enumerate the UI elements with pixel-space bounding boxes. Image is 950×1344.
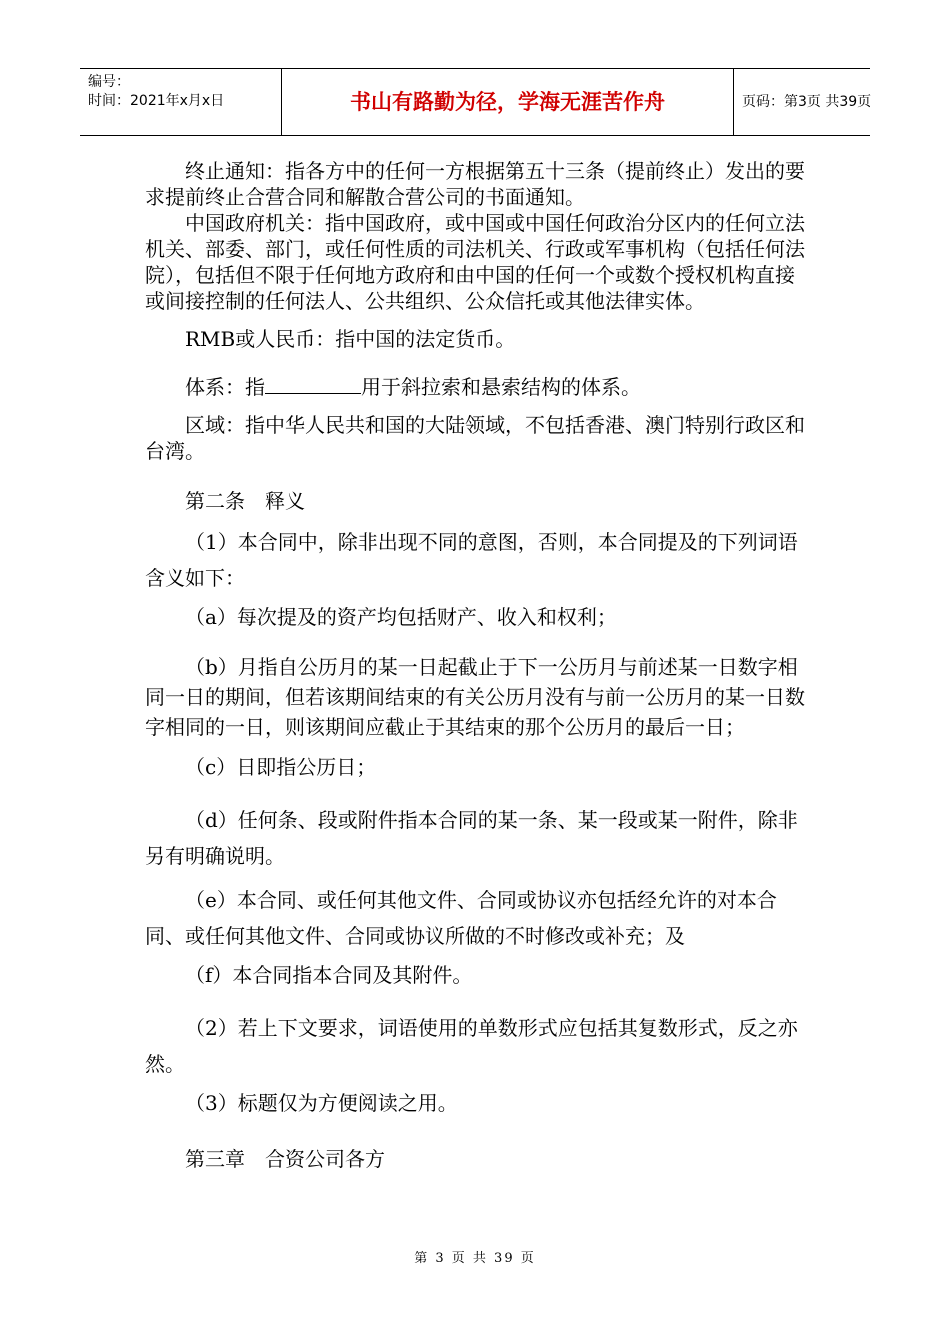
system-text-before: 体系：指 [185,375,265,399]
paragraph-item-d: （d）任何条、段或附件指本合同的某一条、某一段或某一附件，除非另有明确说明。 [145,808,798,868]
document-date-label: 时间：2021年x月x日 [88,93,225,109]
paragraph-system [145,374,807,400]
article-2-heading: 第二条 释义 [185,489,305,513]
paragraph-government-authority: 中国政府机关：指中国政府，或中国或中国任何政治分区内的任何立法机关、部委、部门，或任何性质的司法机关、行政或军事机构（包括任何法院），包括但不限于任何地方政府和由中国的任何一个或数个授权机构直接或间接控制的任何法人、公共组织、公众信托或其他法律实体。 [145,211,805,313]
paragraph-plural-rule: （2）若上下文要求，词语使用的单数形式应包括其复数形式，反之亦然。 [145,1016,798,1076]
paragraph-item-b: （b）月指自公历月的某一日起截止于下一公历月与前述某一日数字相同一日的期间，但若该期间结束的有关公历月没有与前一公历月的某一日数字相同的一日，则该期间应截止于其结束的那个公历月的最后一日； [145,655,805,739]
paragraph-item-f: （f）本合同指本合同及其附件。 [185,963,473,987]
paragraph-interpretation-intro: （1）本合同中，除非出现不同的意图，否则，本合同提及的下列词语含义如下： [145,530,798,590]
paragraph-termination-notice: 终止通知：指各方中的任何一方根据第五十三条（提前终止）发出的要求提前终止合营合同和解散合营公司的书面通知。 [145,159,805,209]
system-text-after: 用于斜拉索和悬索结构的体系。 [361,375,641,399]
system-blank-line [265,375,361,394]
paragraph-headings-rule: （3）标题仅为方便阅读之用。 [185,1091,458,1115]
paragraph-item-e: （e）本合同、或任何其他文件、合同或协议亦包括经允许的对本合同、或任何其他文件、合同或协议所做的不时修改或补充；及 [145,888,777,948]
paragraph-region: 区域：指中华人民共和国的大陆领域，不包括香港、澳门特别行政区和台湾。 [145,413,805,463]
document-number-label: 编号： [88,74,130,90]
document-body [145,158,807,1172]
header-motto: 书山有路勤为径，学海无涯苦作舟 [282,69,734,135]
page-header [80,68,870,136]
paragraph-item-a: （a）每次提及的资产均包括财产、收入和权利； [185,605,617,629]
header-meta-cell [80,69,282,135]
page-footer: 第 3 页 共 39 页 [414,1251,536,1266]
paragraph-item-c: （c）日即指公历日； [185,755,377,779]
header-page-number: 页码：第3页 共39页 [742,94,872,110]
chapter-3-heading: 第三章 合资公司各方 [185,1147,385,1171]
paragraph-rmb: RMB或人民币：指中国的法定货币。 [185,327,516,351]
